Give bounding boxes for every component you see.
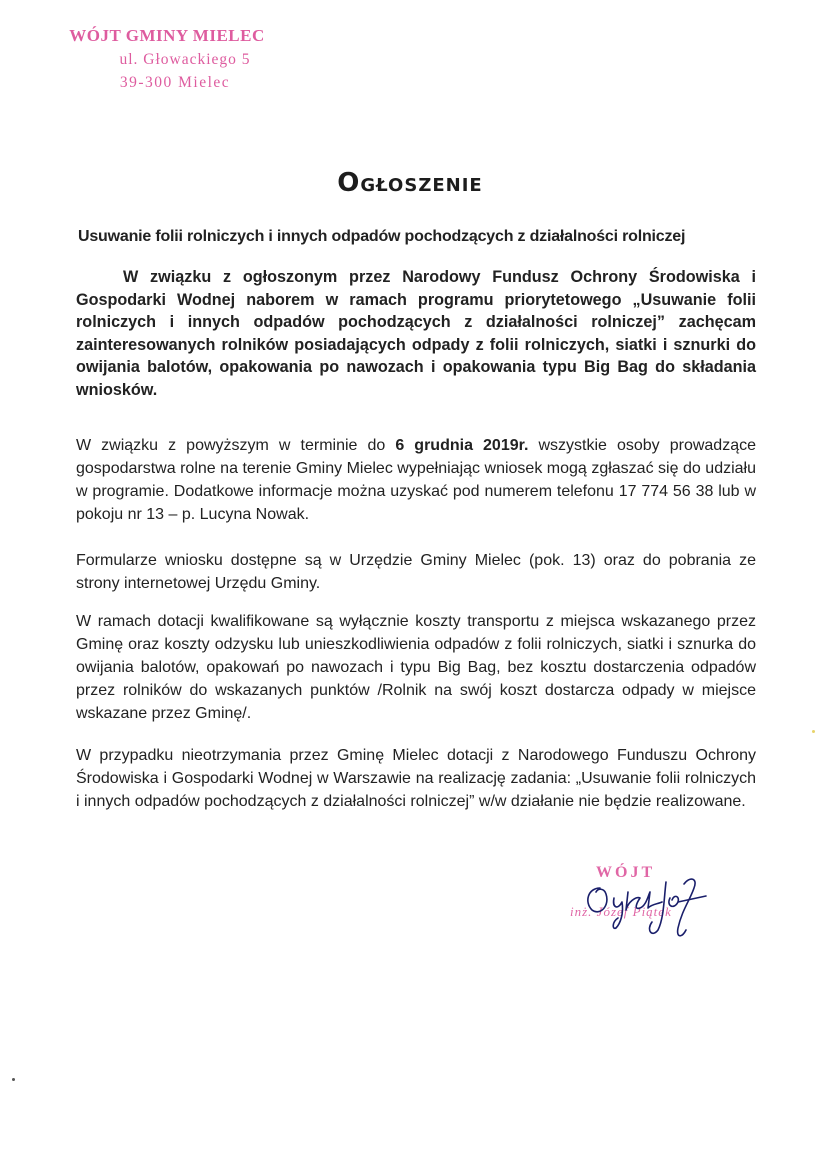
signature-stamp-title: WÓJT: [596, 864, 656, 881]
document-subtitle: Usuwanie folii rolniczych i innych odpadów pochodzących z działalności rolniczej: [78, 228, 686, 245]
stamp-line-street: ul. Głowackiego 5: [119, 51, 251, 68]
deadline-paragraph: [76, 434, 756, 526]
stamp-line-city: 39-300 Mielec: [119, 74, 231, 91]
office-stamp: [62, 24, 272, 94]
intro-paragraph: W związku z ogłoszonym przez Narodowy Fundusz Ochrony Środowiska i Gospodarki Wodnej naborem w ramach programu priorytetowego „Usuwanie folii rolniczych i innych odpadów pochodzących z działalności rolniczej” zachęcam zainteresowanych rolników posiadających odpady z folii rolniczych, siatki i sznurki do owijania balotów, opakowania po nawozach i opakowania typu Big Bag do składania wniosków.: [76, 268, 756, 399]
scan-speck: [12, 1078, 15, 1081]
stamp-line-office: WÓJT GMINY MIELEC: [69, 26, 265, 45]
forms-paragraph: Formularze wniosku dostępne są w Urzędzie Gminy Mielec (pok. 13) oraz do pobrania ze strony internetowej Urzędu Gminy.: [76, 552, 756, 592]
funding-paragraph: W przypadku nieotrzymania przez Gminę Mielec dotacji z Narodowego Funduszu Ochrony Środowiska i Gospodarki Wodnej w Warszawie na realizację zadania: „Usuwanie folii rolniczych i innych odpadów pochodzących z działalności rolniczej” w/w działanie nie będzie realizowane.: [76, 747, 756, 810]
handwritten-signature: [566, 858, 726, 958]
deadline-paragraph-start: W związku z powyższym w terminie do: [76, 437, 396, 454]
deadline-paragraph-end: wszystkie osoby prowadzące gospodarstwa rolne na terenie Gminy Mielec wypełniając wniosek mogą zgłaszać się do udziału w programie. Dodatkowe informacje można uzyskać pod numerem telefonu 17 774 56 38 lub w pokoju nr 13 – p. Lucyna Nowak.: [76, 437, 756, 523]
deadline-date: 6 grudnia 2019r.: [395, 437, 529, 454]
signature-stamp-name: inż. Józef Piątek: [570, 904, 672, 919]
scan-speck: [812, 730, 815, 733]
signature-block: [566, 858, 726, 958]
document-title: Ogłoszenie: [337, 168, 483, 198]
costs-paragraph: W ramach dotacji kwalifikowane są wyłącznie koszty transportu z miejsca wskazanego przez Gminę oraz koszty odzysku lub unieszkodliwienia odpadów z folii rolniczych, siatki i sznurka do owijania balotów, opakowań po nawozach i typu Big Bag, bez kosztu dostarczenia odpadów przez rolników do wskazanych punktów /Rolnik na swój koszt dostarcza odpady w miejsce wskazane przez Gminę/.: [76, 613, 756, 722]
